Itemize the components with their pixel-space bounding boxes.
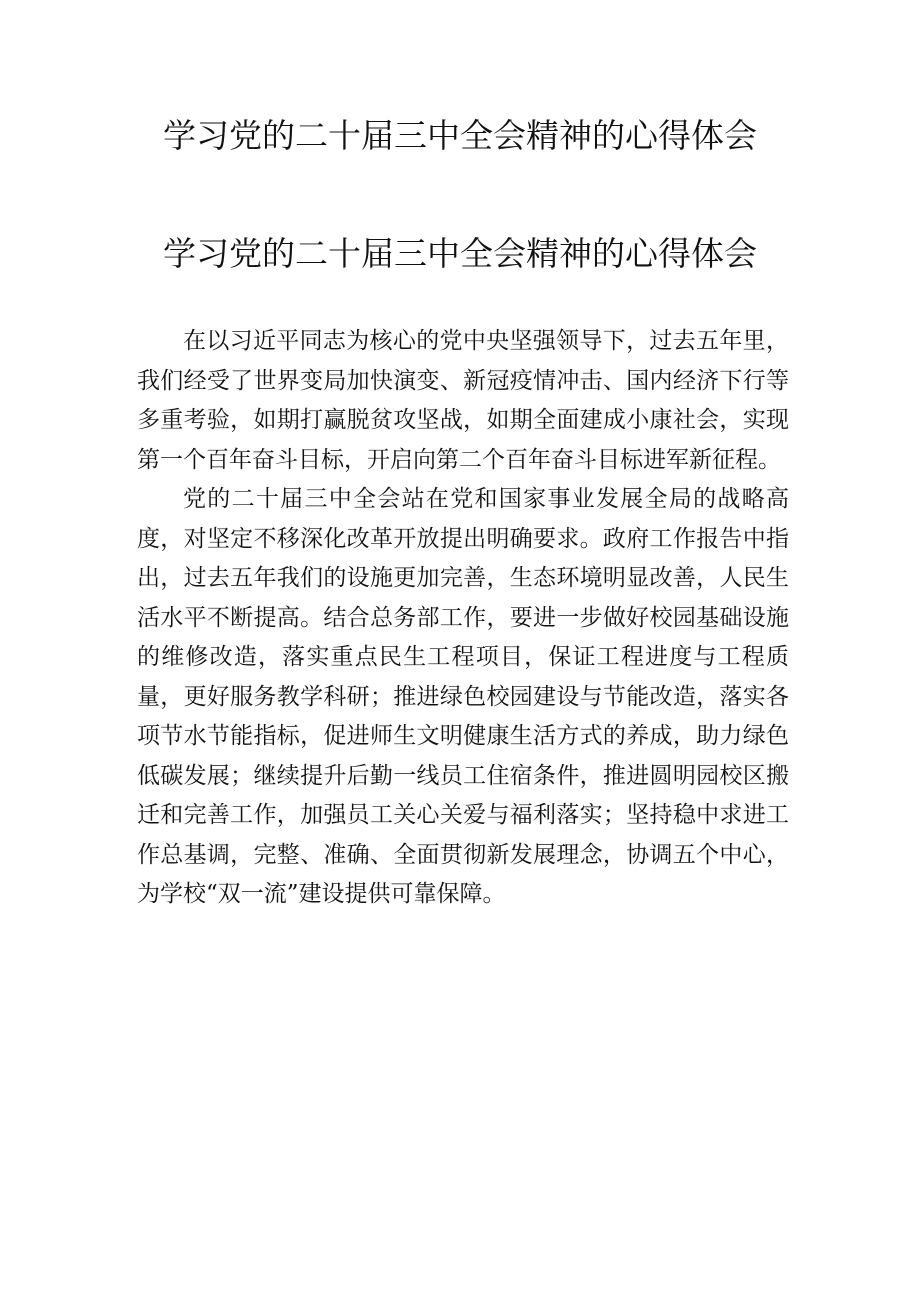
paragraph-1: 在以习近平同志为核心的党中央坚强领导下，过去五年里，我们经受了世界变局加快演变、新冠疫情冲击、国内经济下行等多重考验，如期打赢脱贫攻坚战，如期全面建成小康社会，实现第一个百年奋斗目标，开启向第二个百年奋斗目标进军新征程。: [137, 328, 789, 473]
article-title: 学习党的二十届三中全会精神的心得体会: [163, 234, 757, 273]
article-body: [137, 322, 789, 915]
paragraph-2: 党的二十届三中全会站在党和国家事业发展全局的战略高度，对坚定不移深化改革开放提出明确要求。政府工作报告中指出，过去五年我们的设施更加完善，生态环境明显改善，人民生活水平不断提高。结合总务部工作，要进一步做好校园基础设施的维修改造，落实重点民生工程项目，保证工程进度与工程质量，更好服务教学科研；推进绿色校园建设与节能改造，落实各项节水节能指标，促进师生文明健康生活方式的养成，助力绿色低碳发展；继续提升后勤一线员工住宿条件，推进圆明园校区搬迁和完善工作，加强员工关心关爱与福利落实；坚持稳中求进工作总基调，完整、准确、全面贯彻新发展理念，协调五个中心，为学校“双一流”建设提供可靠保障。: [137, 486, 789, 907]
header-title: 学习党的二十届三中全会精神的心得体会: [163, 116, 757, 155]
